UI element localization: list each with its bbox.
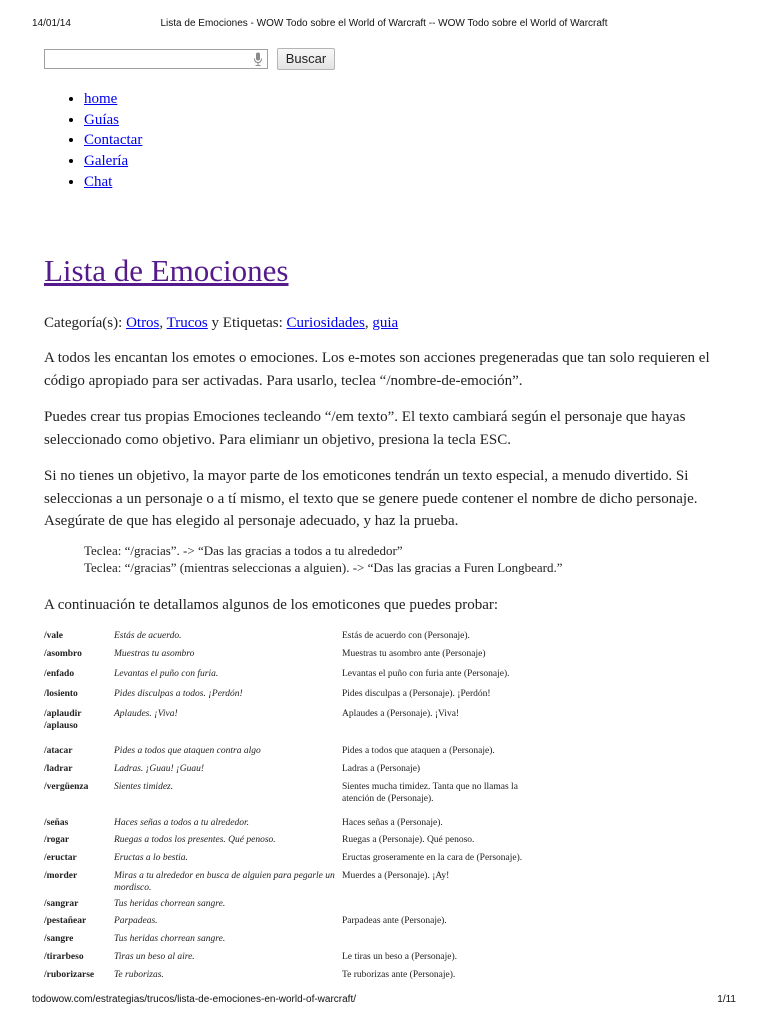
- emote-description: Pides a todos que ataquen contra algo: [114, 746, 261, 756]
- examples-block: [84, 542, 734, 576]
- emote-description: Ladras. ¡Guau! ¡Guau!: [114, 764, 204, 774]
- article-title-link[interactable]: Lista de Emociones: [44, 253, 289, 288]
- emote-command: /asombro: [44, 649, 82, 659]
- emote-row: [44, 630, 544, 648]
- main-nav: [44, 89, 142, 193]
- nav-link-guias[interactable]: Guías: [84, 111, 119, 128]
- print-page-title: Lista de Emociones - WOW Todo sobre el World of Warcraft -- WOW Todo sobre el World of Warcraft: [160, 18, 608, 29]
- emote-description: Muestras tu asombro: [114, 649, 195, 659]
- emote-row: [44, 648, 544, 668]
- tag-separator: ,: [364, 315, 373, 331]
- article-title: [44, 252, 289, 290]
- emote-command: /morder: [44, 871, 78, 881]
- emote-description: Parpadeas.: [114, 916, 158, 926]
- emote-target-text: [342, 933, 544, 951]
- emote-description: Pides disculpas a todos. ¡Perdón!: [114, 689, 243, 699]
- print-page-number: 1/11: [717, 994, 736, 1005]
- emote-command: /sangrar: [44, 899, 79, 909]
- emote-description: Levantas el puño con furia.: [114, 669, 219, 679]
- emote-target-text: [342, 898, 544, 915]
- emote-command: /ruborizarse: [44, 970, 95, 980]
- emote-row: [44, 834, 544, 852]
- nav-link-home[interactable]: home: [84, 91, 118, 107]
- nav-link-galeria[interactable]: Galería: [84, 153, 129, 170]
- emote-target-text: Eructas groseramente en la cara de (Personaje).: [342, 853, 523, 863]
- example-line-1: Teclea: “/gracias”. -> “Das las gracias a todos a tu alrededor”: [84, 543, 403, 558]
- emote-command: /enfado: [44, 669, 75, 679]
- category-link-otros[interactable]: Otros: [126, 315, 160, 331]
- emote-target-text: Haces señas a (Personaje).: [342, 818, 443, 828]
- emote-target-text: Pides a todos que ataquen a (Personaje).: [342, 746, 495, 756]
- emote-target-text: Sientes mucha timidez. Tanta que no llamas la atención de (Personaje).: [342, 782, 518, 804]
- emote-command: /rogar: [44, 835, 70, 845]
- paragraph-list-intro-text: A continuación te detallamos algunos de los emoticones que puedes probar:: [44, 597, 499, 613]
- emote-command: /sangre: [44, 934, 74, 944]
- emote-target-text: Le tiras un beso a (Personaje).: [342, 952, 458, 962]
- paragraph-intro: [44, 347, 734, 392]
- nav-item-galeria: [84, 151, 142, 172]
- nav-link-chat[interactable]: Chat: [84, 173, 113, 190]
- emotes-table: [44, 630, 544, 987]
- emote-command: /ladrar: [44, 764, 73, 774]
- emote-description: Sientes timidez.: [114, 782, 174, 792]
- emote-row: [44, 933, 544, 951]
- print-footer: [32, 994, 736, 1008]
- emote-target-text: Parpadeas ante (Personaje).: [342, 916, 447, 926]
- nav-item-home: [84, 89, 142, 110]
- emote-row: [44, 969, 544, 987]
- emote-description: Aplaudes. ¡Viva!: [114, 709, 178, 719]
- categories-prefix: Categoría(s):: [44, 315, 127, 331]
- emote-target-text: Te ruborizas ante (Personaje).: [342, 970, 456, 980]
- emote-description: Tus heridas chorrean sangre.: [114, 899, 226, 909]
- emote-row: [44, 763, 544, 781]
- tag-link-guia[interactable]: guia: [372, 315, 399, 331]
- emote-command: /vale: [44, 631, 63, 641]
- emote-row: [44, 852, 544, 870]
- category-separator: ,: [159, 315, 167, 331]
- emote-target-text: Estás de acuerdo con (Personaje).: [342, 631, 470, 641]
- example-line-2: Teclea: “/gracias” (mientras seleccionas a alguien). -> “Das las gracias a Furen Longbeard.”: [84, 560, 563, 575]
- emote-row: [44, 951, 544, 969]
- emote-command: /atacar: [44, 746, 73, 756]
- print-date: 14/01/14: [32, 18, 71, 29]
- emote-command: /losiento: [44, 689, 78, 699]
- emote-target-text: Muestras tu asombro ante (Personaje): [342, 649, 486, 659]
- emote-target-text: Aplaudes a (Personaje). ¡Viva!: [342, 709, 460, 719]
- emote-target-text: Ruegas a (Personaje). Qué penoso.: [342, 835, 475, 845]
- emote-description: Estás de acuerdo.: [114, 631, 182, 641]
- nav-link-contactar[interactable]: Contactar: [84, 132, 143, 149]
- emote-description: Ruegas a todos los presentes. Qué penoso.: [114, 835, 276, 845]
- paragraph-intro-text: A todos les encantan los emotes o emociones. Los e-motes son acciones pregeneradas que tan solo requieren el código apropiado para ser activadas. Para usarlo, teclea “/nombre-de-emoción”.: [44, 350, 710, 389]
- emote-target-text: Levantas el puño con furia ante (Personaje).: [342, 669, 510, 679]
- emote-target-text: Muerdes a (Personaje). ¡Ay!: [342, 871, 450, 881]
- emote-row: [44, 745, 544, 763]
- search-button[interactable]: Buscar: [277, 48, 335, 70]
- print-header: [32, 18, 736, 32]
- tag-link-curiosidades[interactable]: Curiosidades: [286, 315, 365, 331]
- emote-description: Tiras un beso al aire.: [114, 952, 195, 962]
- paragraph-list-intro: [44, 594, 734, 617]
- emote-row: [44, 817, 544, 834]
- emote-command: /pestañear: [44, 916, 87, 926]
- emote-target-text: Ladras a (Personaje): [342, 764, 421, 774]
- nav-item-guias: [84, 110, 142, 131]
- emote-row: [44, 915, 544, 933]
- print-url: todowow.com/estrategias/trucos/lista-de-emociones-en-world-of-warcraft/: [32, 994, 357, 1005]
- emote-description: Tus heridas chorrean sangre.: [114, 934, 226, 944]
- paragraph-custom-emotes-text: Puedes crear tus propias Emociones tecleando “/em texto”. El texto cambiará según el personaje que hayas seleccionado como objetivo. Para elimianr un objetivo, presiona la tecla ESC.: [44, 409, 686, 448]
- paragraph-targets-text: Si no tienes un objetivo, la mayor parte de los emoticones tendrán un texto especial, a menudo divertido. Si seleccionas a un personaje o a tí mismo, el texto que se genere puede contener el nombre de dicho personaje. Asegúrate de que has elegido al personaje adecuado, y haz la prueba.: [44, 468, 698, 529]
- emote-description: Haces señas a todos a tu alrededor.: [114, 818, 250, 828]
- category-link-trucos[interactable]: Trucos: [166, 315, 208, 331]
- emote-command: /aplaudir /aplauso: [44, 709, 82, 731]
- search-input[interactable]: [44, 49, 268, 69]
- paragraph-custom-emotes: [44, 406, 734, 451]
- emote-command: /eructar: [44, 853, 77, 863]
- emote-row: [44, 870, 544, 898]
- emote-row: [44, 688, 544, 708]
- article-categories: [44, 312, 734, 335]
- emote-row: [44, 668, 544, 688]
- emote-target-text: Pides disculpas a (Personaje). ¡Perdón!: [342, 689, 491, 699]
- nav-item-chat: [84, 172, 142, 193]
- emote-description: Te ruborizas.: [114, 970, 164, 980]
- emote-description: Eructas a lo bestia.: [114, 853, 188, 863]
- tags-prefix: y Etiquetas:: [207, 315, 287, 331]
- paragraph-targets: [44, 465, 734, 533]
- emote-row: [44, 708, 544, 745]
- emote-row: [44, 781, 544, 817]
- emote-command: /vergüenza: [44, 782, 89, 792]
- emote-description: Miras a tu alrededor en busca de alguien para pegarle un mordisco.: [114, 871, 335, 893]
- emote-command: /tirarbeso: [44, 952, 84, 962]
- nav-item-contactar: [84, 130, 142, 151]
- emote-command: /señas: [44, 818, 69, 828]
- microphone-icon[interactable]: [253, 52, 263, 67]
- emote-row: [44, 898, 544, 915]
